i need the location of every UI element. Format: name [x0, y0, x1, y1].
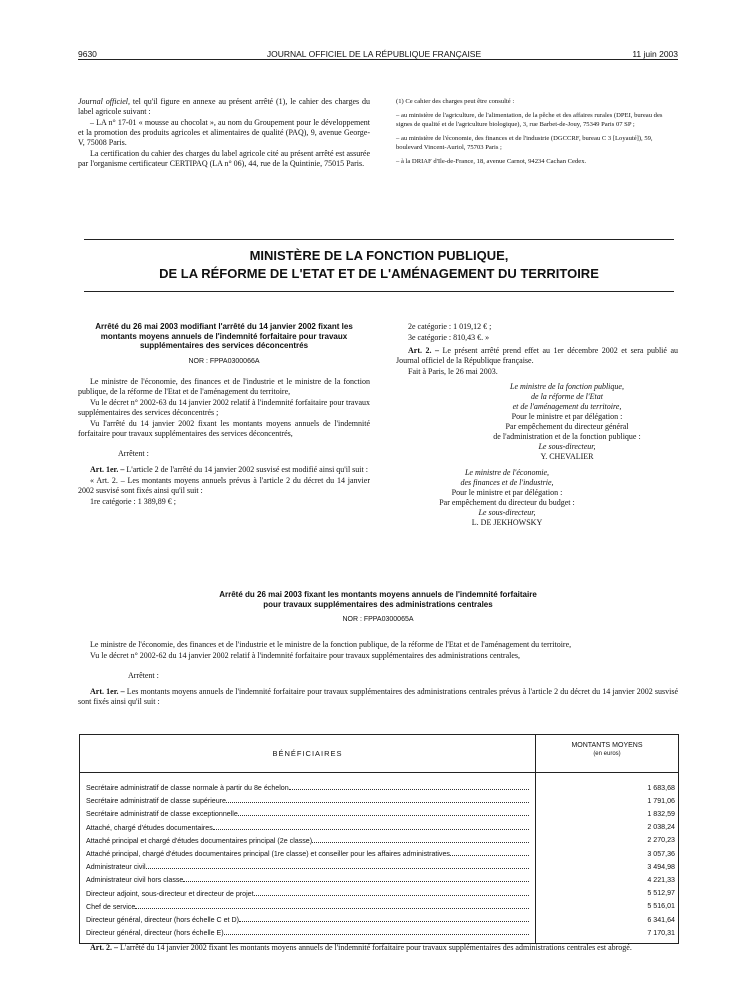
- footnote-bullet-3: – à la DRIAF d'Ile-de-France, 18, avenue Carnot, 94234 Cachan Cedex.: [396, 157, 587, 165]
- arrete2-p2: Vu le décret n° 2002-62 du 14 janvier 2002 relatif à l'indemnité forfaitaire pour travaux supplémentaires des administrations centrales,: [90, 651, 521, 660]
- col-header-montants: [536, 735, 679, 773]
- table-row: [80, 847, 679, 860]
- sig2-line-1: Le ministre de l'économie,: [464, 468, 550, 477]
- leader-dots: [289, 781, 529, 790]
- jo-italic: Journal officiel,: [78, 97, 130, 106]
- footnote-bullet-2: – au ministère de l'économie, des finances et de l'industrie (DGCCRF, bureau C 3 [Loyauté]), 59, boulevard Vincent-Auriol, 75703 Paris ;: [396, 134, 653, 151]
- arrete1-left-column: [78, 322, 370, 508]
- amount-value: 2 038,24: [647, 823, 675, 832]
- amount-value: 3 494,98: [647, 862, 675, 871]
- arrete2-art1-label: Art. 1er. –: [90, 687, 125, 696]
- table-row: [80, 913, 679, 926]
- row-label-cell: [80, 807, 536, 820]
- table-row: [80, 900, 679, 913]
- table-row: [80, 781, 679, 794]
- amount-value: 1 683,68: [647, 783, 675, 792]
- beneficiary-label: Directeur général, directeur (hors échelle C et D): [86, 916, 239, 925]
- arrete2-art1-text: Les montants moyens annuels de l'indemnité forfaitaire pour travaux supplémentaires des administrations centrales prévus à l'article 2 du décret du 14 janvier 2002 susvisé sont fixés ainsi qu'il suit :: [78, 687, 678, 706]
- table-row: [80, 834, 679, 847]
- arrete1-right-column: [396, 322, 678, 528]
- arrete2-art2-text: L'arrêté du 14 janvier 2002 fixant les montants moyens annuels de l'indemnité forfaitaire pour travaux supplémentaires des administrations centrales est abrogé.: [118, 943, 632, 952]
- leader-dots: [238, 807, 529, 816]
- arrete2-nor: NOR : FPPA0300065A: [342, 616, 414, 623]
- ministry-line-1: MINISTÈRE DE LA FONCTION PUBLIQUE,: [249, 248, 509, 263]
- beneficiary-label: Directeur adjoint, sous-directeur et directeur de projet: [86, 889, 254, 898]
- arrete1-p2: Vu le décret n° 2002-63 du 14 janvier 2002 relatif à l'indemnité forfaitaire pour travaux supplémentaires des services déconcentrés ;: [78, 397, 370, 417]
- row-label-cell: [80, 873, 536, 886]
- arrete2-title: [78, 590, 678, 609]
- beneficiary-label: Secrétaire administratif de classe normale à partir du 8e échelon: [86, 784, 289, 792]
- sig1-line-6: de l'administration et de la fonction publique :: [493, 432, 641, 441]
- arrete1-nor: NOR : FPPA0300066A: [188, 357, 260, 365]
- ministry-heading: [84, 239, 674, 292]
- leader-dots: [450, 847, 529, 856]
- page-number: 9630: [78, 49, 97, 59]
- ministry-line-2: DE LA RÉFORME DE L'ETAT ET DE L'AMÉNAGEMENT DU TERRITOIRE: [159, 266, 599, 281]
- arrete1-art2-label: Art. 2. –: [408, 346, 439, 355]
- leader-dots: [213, 821, 529, 830]
- arrete2-title-line-1: Arrêté du 26 mai 2003 fixant les montants moyens annuels de l'indemnité forfaitaire: [219, 590, 537, 599]
- arrete1-art2-text: Le présent arrêté prend effet au 1er décembre 2002 et sera publié au Journal officiel de la République française.: [396, 346, 678, 365]
- sig2-line-4: Par empêchement du directeur du budget :: [439, 498, 575, 507]
- table-row: [80, 807, 679, 820]
- table-row: [80, 860, 679, 873]
- arrete2-art2: [78, 943, 678, 954]
- leader-dots: [183, 873, 529, 882]
- amount-value: 1 832,59: [647, 809, 675, 818]
- col-header-montants-line-1: MONTANTS MOYENS: [571, 742, 643, 749]
- arrete2-art2-label: Art. 2. –: [90, 943, 118, 952]
- row-label-cell: [80, 900, 536, 913]
- amount-value: 2 270,23: [647, 836, 675, 845]
- header-rule: [78, 59, 678, 60]
- table-spacer: [80, 773, 536, 782]
- amount-value: 5 512,97: [647, 889, 675, 898]
- arrete2-arretent: Arrêtent :: [128, 671, 159, 680]
- sig1-line-2: de la réforme de l'Etat: [531, 392, 603, 401]
- leader-dots: [146, 860, 529, 869]
- col-header-montants-line-2: (en euros): [593, 751, 621, 757]
- beneficiary-label: Chef de service: [86, 902, 136, 911]
- row-label-cell: [80, 860, 536, 873]
- arrete2-p1: Le ministre de l'économie, des finances et de l'industrie et le ministre de la fonction publique, de la réforme de l'Etat et de l'aménagement du territoire,: [90, 640, 572, 649]
- leader-dots: [312, 834, 529, 843]
- leader-dots: [254, 887, 529, 896]
- arrete1-cat1: 1re catégorie : 1 389,89 € ;: [90, 496, 176, 506]
- table-row: [80, 873, 679, 886]
- arrete2-title-line-2: pour travaux supplémentaires des administrations centrales: [263, 599, 493, 609]
- beneficiary-label: Administrateur civil hors classe: [86, 876, 184, 885]
- amount-value: 6 341,64: [647, 915, 675, 924]
- table-header-row: [80, 735, 679, 773]
- amount-value: 5 516,01: [647, 902, 675, 911]
- sig1-line-3: et de l'aménagement du territoire,: [512, 402, 622, 411]
- col-header-beneficiaires: BÉNÉFICIAIRES: [80, 735, 536, 773]
- leader-dots: [135, 900, 529, 909]
- table-row: [80, 821, 679, 834]
- leader-dots: [224, 926, 529, 935]
- sig1-line-8: Y. CHEVALIER: [540, 452, 594, 461]
- beneficiary-label: Directeur général, directeur (hors échelle E): [86, 929, 224, 938]
- arrete1-art1-quote: « Art. 2. – Les montants moyens annuels prévus à l'article 2 du décret du 14 janvier 2002 susvisé sont fixés ainsi qu'il suit :: [78, 475, 370, 495]
- table-body: [80, 781, 679, 939]
- signature-block-1: [396, 382, 678, 462]
- sig1-line-4: Pour le ministre et par délégation :: [511, 412, 623, 421]
- row-label-cell: [80, 847, 536, 860]
- arrete1-arretent: Arrêtent :: [118, 448, 149, 458]
- amount-value: 4 221,33: [647, 875, 675, 884]
- footnote-bullet-1: – au ministère de l'agriculture, de l'alimentation, de la pêche et des affaires rurales (DPEI, bureau des signes de qualité et de l'agriculture biologique), 3, rue Barbet-de-Jouy, 75349 Paris 07 SP ;: [396, 111, 663, 128]
- row-label-cell: [80, 913, 536, 926]
- sig1-line-7: Le sous-directeur,: [538, 442, 596, 451]
- top-left-column: [78, 97, 370, 170]
- leader-dots: [239, 913, 529, 922]
- row-label-cell: [80, 821, 536, 834]
- arrete1-title: Arrêté du 26 mai 2003 modifiant l'arrêté du 14 janvier 2002 fixant les montants moyens annuels de l'indemnité forfaitaire pour travaux supplémentaires des services déconcentrés: [95, 322, 353, 350]
- row-label-cell: [80, 781, 536, 794]
- arrete1-p1: Le ministre de l'économie, des finances et de l'industrie et le ministre de la fonction publique, de la réforme de l'Etat et de l'aménagement du territoire,: [78, 376, 370, 396]
- beneficiary-label: Secrétaire administratif de classe exceptionnelle: [86, 810, 238, 819]
- beneficiary-label: Attaché principal, chargé d'études documentaires principal (1re classe) et conseiller pour les affaires administratives: [86, 850, 450, 859]
- issue-date: 11 juin 2003: [632, 49, 678, 59]
- amount-value: 7 170,31: [647, 928, 675, 937]
- certification-paragraph: La certification du cahier des charges du label agricole cité au présent arrêté est assurée par l'organisme certificateur CERTIPAQ (LA n° 06), 44, rue de la Quintinie, 75015 Paris.: [78, 149, 370, 168]
- amount-value: 1 791,06: [647, 796, 675, 805]
- sig1-line-1: Le ministre de la fonction publique,: [510, 382, 624, 391]
- amounts-table: [79, 734, 679, 944]
- journal-title: JOURNAL OFFICIEL DE LA RÉPUBLIQUE FRANÇAISE: [266, 49, 482, 59]
- arrete2-body: [78, 640, 678, 708]
- row-label-cell: [80, 834, 536, 847]
- arrete1-art1-text: L'article 2 de l'arrêté du 14 janvier 2002 susvisé est modifié ainsi qu'il suit :: [124, 464, 368, 474]
- arrete1-art1-label: Art. 1er. –: [90, 464, 125, 474]
- top-right-footnote: [396, 97, 678, 170]
- arrete1-p3: Vu l'arrêté du 14 janvier 2002 fixant les montants moyens annuels de l'indemnité forfaitaire pour travaux supplémentaires des services déconcentrés,: [78, 418, 370, 438]
- beneficiary-label: Attaché, chargé d'études documentaires: [86, 823, 213, 832]
- beneficiary-label: Secrétaire administratif de classe supérieure: [86, 797, 226, 806]
- sig2-line-3: Pour le ministre et par délégation :: [451, 488, 563, 497]
- label-bullet: – LA n° 17-01 « mousse au chocolat », au nom du Groupement pour le développement et la promotion des produits agricoles et alimentaires de qualité (PAQ), 9, avenue George-V, 75008 Paris.: [78, 118, 370, 147]
- table-row: [80, 794, 679, 807]
- sig1-line-5: Par empêchement du directeur général: [505, 422, 629, 431]
- sig2-line-2: des finances et de l'industrie,: [460, 478, 554, 487]
- beneficiary-label: Attaché principal et chargé d'études documentaires principal (2e classe): [86, 836, 313, 845]
- leader-dots: [226, 794, 529, 803]
- arrete1-cat2: 2e catégorie : 1 019,12 € ;: [408, 322, 492, 331]
- amount-value: 3 057,36: [647, 849, 675, 858]
- beneficiary-label: Administrateur civil: [86, 863, 146, 872]
- signature-block-2: [396, 468, 678, 528]
- row-label-cell: [80, 926, 536, 939]
- table-row: [80, 926, 679, 939]
- arrete1-cat3: 3e catégorie : 810,43 €. »: [408, 333, 490, 342]
- footnote-intro: (1) Ce cahier des charges peut être consulté :: [396, 98, 515, 105]
- row-label-cell: [80, 794, 536, 807]
- sig2-line-5: Le sous-directeur,: [478, 508, 536, 517]
- top-left-p1: tel qu'il figure en annexe au présent arrêté (1), le cahier des charges du label agricole suivant :: [78, 97, 370, 116]
- row-label-cell: [80, 887, 536, 900]
- arrete1-fait: Fait à Paris, le 26 mai 2003.: [408, 367, 498, 376]
- sig2-line-6: L. DE JEKHOWSKY: [471, 518, 543, 527]
- table-row: [80, 887, 679, 900]
